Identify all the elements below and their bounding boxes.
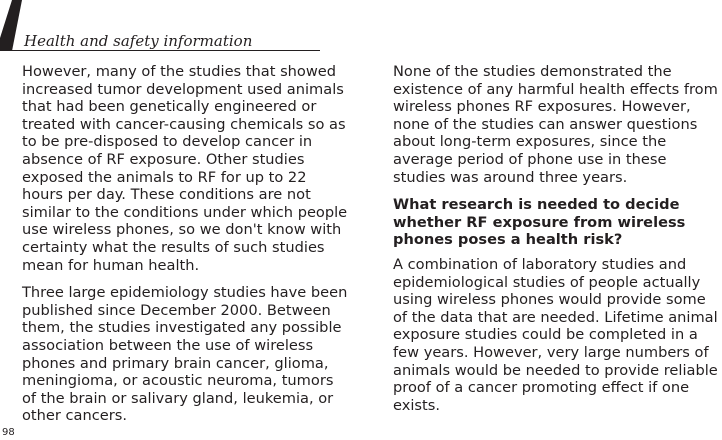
header-rule: [0, 50, 320, 51]
page-number: 98: [2, 427, 15, 438]
paragraph-animal-studies: However, many of the studies that showed increased tumor development used animals that had been genetically engineered or treated with cancer-causing chemicals so as to be pre-disposed to develop cancer in absence of RF exposure. Other studies exposed the animals to RF for up to 22 hours per day. These conditions are not similar to the conditions under which people use wireless phones, so we don't know with certainty what the results of such studies mean for human health.: [22, 63, 348, 274]
paragraph-research-combination: A combination of laboratory studies and epidemiological studies of people actually using wireless phones would provide some of the data that are needed. Lifetime animal exposure studies could be completed in a few years. However, very large numbers of animals would be needed to provide reliable proof of a cancer promoting effect if one exists.: [393, 255, 718, 414]
section-heading-research-needed: What research is needed to decide whether RF exposure from wireless phones poses a health risk?: [393, 196, 686, 249]
paragraph-no-harmful-effects: None of the studies demonstrated the existence of any harmful health effects from wireless phones RF exposures. However, none of the studies can answer questions about long-term exposures, since the average period of phone use in these studies was around three years.: [393, 63, 718, 186]
header-accent-bar: [0, 0, 22, 51]
right-column: [393, 63, 722, 424]
paragraph-epidemiology-studies: Three large epidemiology studies have been published since December 2000. Between them, the studies investigated any possible association between the use of wireless phones and primary brain cancer, glioma, meningioma, or acoustic neuroma, tumors of the brain or salivary gland, leukemia, or other cancers.: [22, 284, 348, 425]
left-column: [22, 63, 352, 435]
section-title: Health and safety information: [24, 32, 253, 50]
